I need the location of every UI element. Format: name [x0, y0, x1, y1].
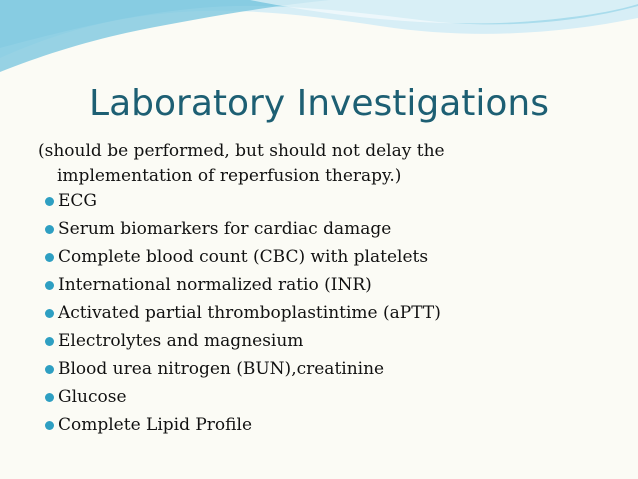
bullet-icon: [45, 309, 54, 318]
list-item-label: Complete blood count (CBC) with platelets: [58, 247, 429, 267]
list-item: [20, 327, 600, 355]
slide-title: Laboratory Investigations: [89, 83, 549, 124]
list-item-label: ECG: [58, 191, 97, 211]
bullet-icon: [45, 337, 54, 346]
list-item-label: Activated partial thromboplastintime (aPTT): [58, 303, 441, 323]
list-item-label: Blood urea nitrogen (BUN),creatinine: [58, 359, 385, 379]
investigation-list: [20, 187, 600, 439]
intro-line-2: implementation of reperfusion therapy.): [57, 166, 402, 186]
header-wave-decoration: [0, 0, 638, 80]
intro-note: [38, 139, 598, 189]
intro-line-1: (should be performed, but should not delay the: [38, 141, 445, 161]
list-item: [20, 411, 600, 439]
list-item-label: Serum biomarkers for cardiac damage: [58, 219, 392, 239]
bullet-icon: [45, 225, 54, 234]
bullet-icon: [45, 393, 54, 402]
list-item: [20, 271, 600, 299]
list-item: [20, 215, 600, 243]
list-item: [20, 383, 600, 411]
list-item-label: Electrolytes and magnesium: [58, 331, 304, 351]
list-item: [20, 187, 600, 215]
list-item-label: Glucose: [58, 387, 127, 407]
bullet-icon: [45, 421, 54, 430]
bullet-icon: [45, 253, 54, 262]
list-item: [20, 355, 600, 383]
bullet-icon: [45, 365, 54, 374]
bullet-icon: [45, 281, 54, 290]
list-item-label: Complete Lipid Profile: [58, 415, 253, 435]
bullet-icon: [45, 197, 54, 206]
list-item-label: International normalized ratio (INR): [58, 275, 372, 295]
list-item: [20, 243, 600, 271]
list-item: [20, 299, 600, 327]
